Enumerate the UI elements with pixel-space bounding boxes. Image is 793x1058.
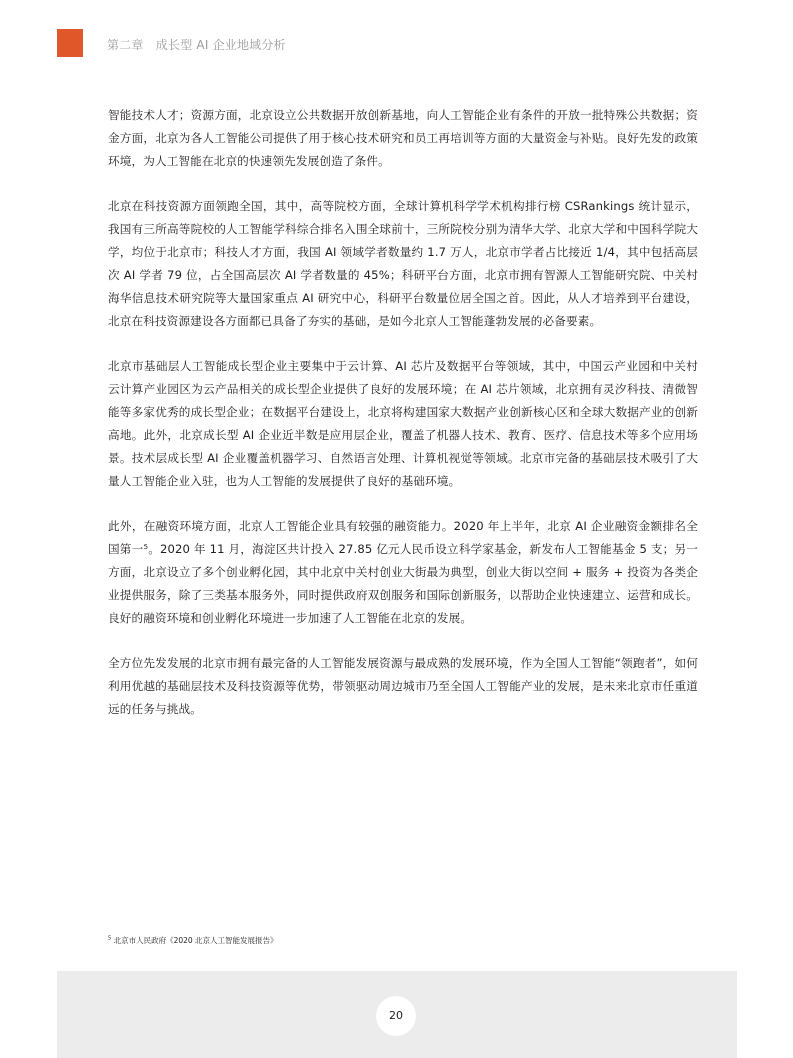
- chapter-title: 第二章 成长型 AI 企业地域分析: [107, 38, 286, 52]
- footnote-marker: 5: [108, 935, 112, 942]
- paragraph: 智能技术人才；资源方面，北京设立公共数据开放创新基地，向人工智能企业有条件的开放一批特殊公共数据；资金方面，北京为各人工智能公司提供了用于核心技术研究和员工再培训等方面的大量资金与补贴。良好先发的政策环境，为人工智能在北京的快速领先发展创造了条件。: [108, 108, 698, 168]
- paragraph: 北京市基础层人工智能成长型企业主要集中于云计算、AI 芯片及数据平台等领域，其中，中国云产业园和中关村云计算产业园区为云产品相关的成长型企业提供了良好的发展环境；在 AI 芯片领域，北京拥有灵汐科技、清微智能等多家优秀的成长型企业；在数据平台建设上，北京将构建国家大数据产业创新核心区和全球大数据产业的创新高地。此外，北京成长型 AI 企业近半数是应用层企业，覆盖了机器人技术、教育、医疗、信息技术等多个应用场景。技术层成长型 AI 企业覆盖机器学习、自然语言处理、计算机视觉等领域。北京市完备的基础层技术吸引了大量人工智能企业入驻，也为人工智能的发展提供了良好的基础环境。: [108, 359, 698, 488]
- paragraph: 北京在科技资源方面领跑全国，其中，高等院校方面，全球计算机科学学术机构排行榜 CSRankings 统计显示，我国有三所高等院校的人工智能学科综合排名入围全球前十，三所院校分别为清华大学、北京大学和中国科学院大学，均位于北京市；科技人才方面，我国 AI 领域学者数量约 1.7 万人，北京市学者占比接近 1/4，其中包括高层次 AI 学者 79 位，占全国高层次 AI 学者数量的 45%；科研平台方面，北京市拥有智源人工智能研究院、中关村海华信息技术研究院等大量国家重点 AI 研究中心，科研平台数量位居全国之首。因此，从人才培养到平台建设，北京在科技资源建设各方面都已具备了夯实的基础，是如今北京人工智能蓬勃发展的必备要素。: [108, 199, 698, 328]
- paragraph: 此外，在融资环境方面，北京人工智能企业具有较强的融资能力。2020 年上半年，北京 AI 企业融资金额排名全国第一⁵。2020 年 11 月，海淀区共计投入 27.85 亿元人民币设立科学家基金，新发布人工智能基金 5 支；另一方面，北京设立了多个创业孵化园，其中北京中关村创业大街最为典型，创业大街以空间 + 服务 + 投资为各类企业提供服务，除了三类基本服务外，同时提供政府双创服务和国际创新服务，以帮助企业快速建立、运营和成长。良好的融资环境和创业孵化环境进一步加速了人工智能在北京的发展。: [108, 519, 698, 625]
- footnote: [108, 935, 278, 946]
- page-number: 20: [376, 996, 416, 1036]
- chapter-accent-square: [57, 29, 83, 57]
- body-text: [108, 104, 698, 743]
- paragraph: 全方位先发发展的北京市拥有最完备的人工智能发展资源与最成熟的发展环境，作为全国人工智能“领跑者”，如何利用优越的基础层技术及科技资源等优势，带领驱动周边城市乃至全国人工智能产业的发展，是未来北京市任重道远的任务与挑战。: [108, 656, 698, 716]
- footnote-text: 北京市人民政府《2020 北京人工智能发展报告》: [113, 936, 278, 945]
